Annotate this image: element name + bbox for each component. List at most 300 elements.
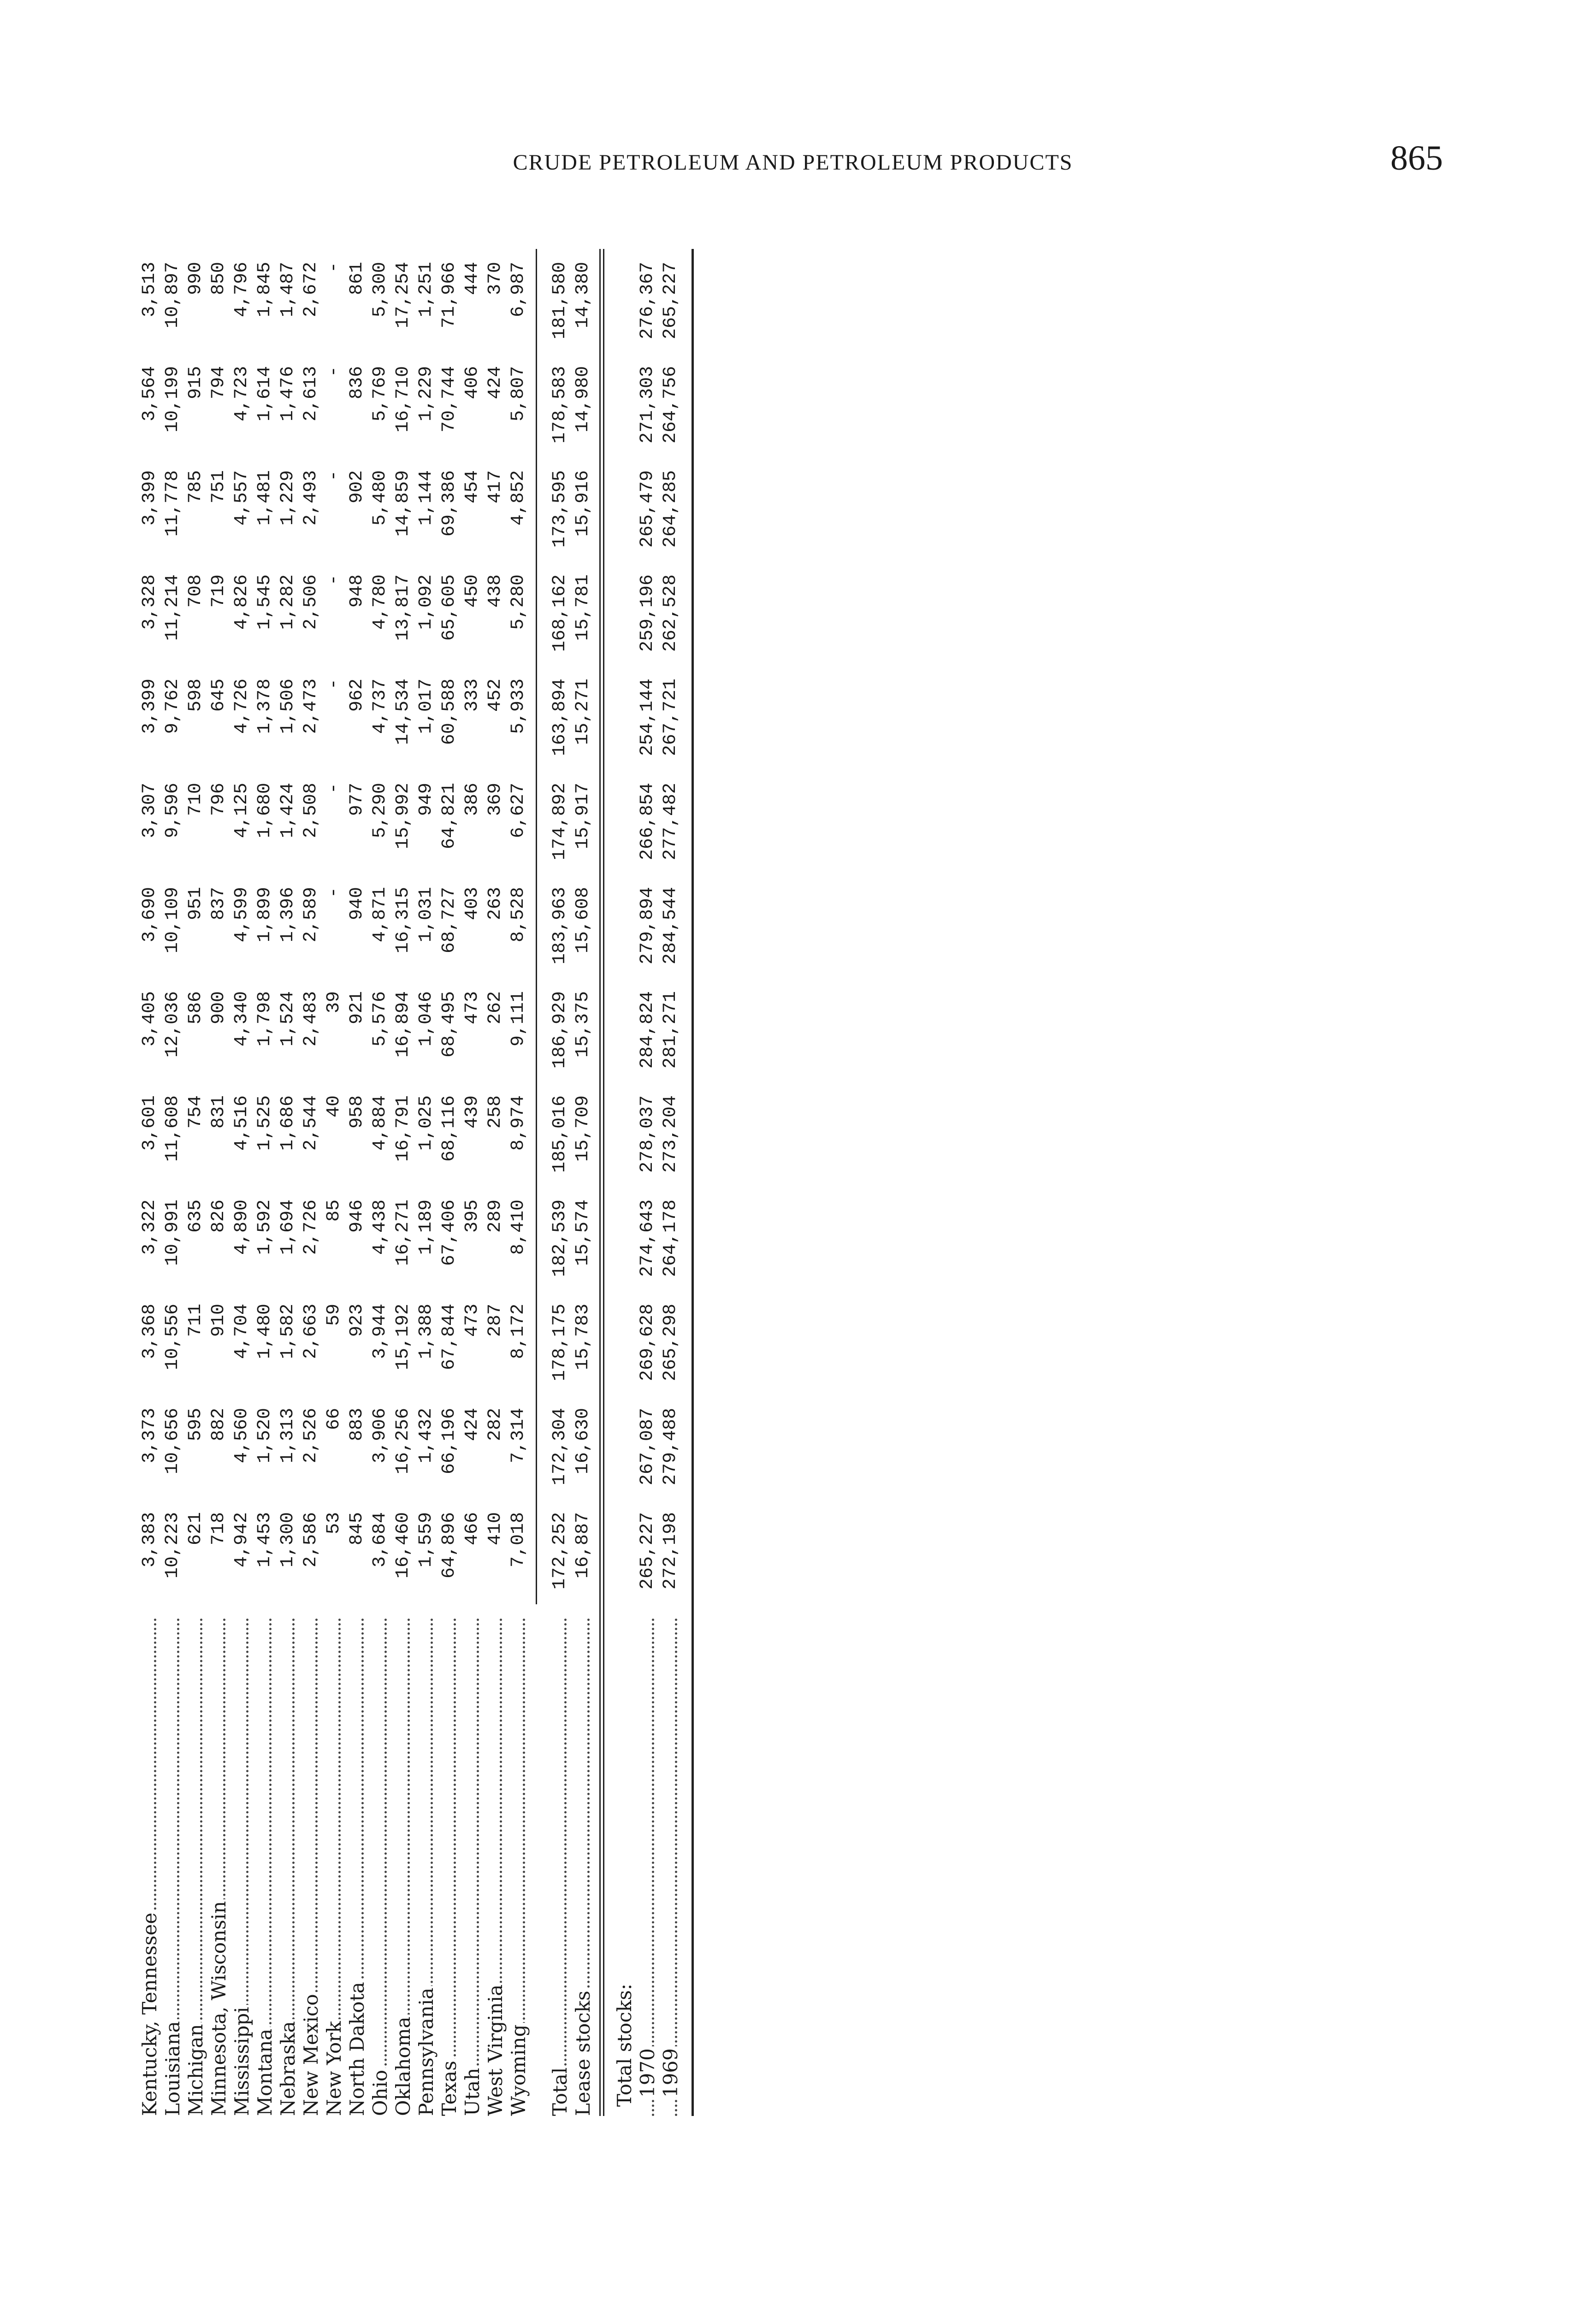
table-cell: 3,399 bbox=[139, 470, 160, 526]
table-cell: 1,388 bbox=[416, 1304, 437, 1359]
table-cell: 10,109 bbox=[162, 887, 183, 954]
table-cell: 1,229 bbox=[278, 470, 298, 526]
table-cell: 4,871 bbox=[370, 887, 390, 943]
stocks-table bbox=[129, 240, 733, 2245]
table-cell: - bbox=[324, 262, 344, 273]
row-label-text: West Virginia bbox=[484, 1983, 507, 2116]
table-cell: 4,890 bbox=[231, 1200, 252, 1255]
table-cell: 444 bbox=[462, 262, 483, 296]
table-cell: 1,282 bbox=[278, 574, 298, 630]
table-cell: 279,894 bbox=[637, 887, 658, 965]
table-cell: 181,580 bbox=[550, 262, 570, 340]
row-label bbox=[346, 1618, 369, 2116]
row-label-text: Kentucky, Tennessee bbox=[138, 1911, 161, 2116]
table-cell: 178,583 bbox=[550, 366, 570, 444]
leader-dots bbox=[454, 1618, 456, 2116]
table-cell: 12,036 bbox=[162, 991, 183, 1058]
table-cell: 946 bbox=[347, 1200, 367, 1233]
table-cell: 10,656 bbox=[162, 1408, 183, 1475]
table-cell: 1,680 bbox=[254, 783, 275, 839]
table-cell: 172,304 bbox=[550, 1408, 570, 1486]
table-cell: 15,992 bbox=[393, 783, 414, 850]
table-cell: 4,340 bbox=[231, 991, 252, 1047]
table-cell: 287 bbox=[485, 1304, 506, 1337]
table-cell: 264,285 bbox=[660, 470, 681, 548]
table-cell: 3,383 bbox=[139, 1512, 160, 1568]
table-cell: 910 bbox=[208, 1304, 229, 1337]
table-cell: 439 bbox=[462, 1095, 483, 1129]
table-cell: 3,690 bbox=[139, 887, 160, 943]
table-cell: 1,313 bbox=[278, 1408, 298, 1464]
table-cell: 2,483 bbox=[301, 991, 321, 1047]
table-cell: 266,854 bbox=[637, 783, 658, 861]
table-cell: 6,987 bbox=[508, 262, 529, 318]
table-cell: 279,488 bbox=[660, 1408, 681, 1486]
table-cell: 4,726 bbox=[231, 679, 252, 734]
table-cell: 271,303 bbox=[637, 366, 658, 444]
table-cell: 1,396 bbox=[278, 887, 298, 943]
table-cell: 958 bbox=[347, 1095, 367, 1129]
table-cell: 272,198 bbox=[660, 1512, 681, 1590]
section-rule-1 bbox=[599, 249, 601, 2116]
row-label bbox=[461, 1618, 484, 2116]
table-cell: 719 bbox=[208, 574, 229, 608]
table-cell: 16,271 bbox=[393, 1200, 414, 1266]
table-cell: 15,709 bbox=[573, 1095, 593, 1162]
table-cell: 2,613 bbox=[301, 366, 321, 422]
table-cell: 923 bbox=[347, 1304, 367, 1337]
table-cell: 186,929 bbox=[550, 991, 570, 1069]
leader-dots bbox=[477, 1618, 479, 2116]
table-cell: 10,991 bbox=[162, 1200, 183, 1266]
table-cell: 4,884 bbox=[370, 1095, 390, 1151]
table-cell: 11,608 bbox=[162, 1095, 183, 1162]
table-cell: 2,493 bbox=[301, 470, 321, 526]
row-label bbox=[231, 1618, 254, 2116]
table-cell: 1,432 bbox=[416, 1408, 437, 1464]
table-cell: 454 bbox=[462, 470, 483, 504]
table-cell: 1,525 bbox=[254, 1095, 275, 1151]
table-cell: 64,821 bbox=[439, 783, 460, 850]
table-cell: 586 bbox=[185, 991, 206, 1025]
row-label bbox=[254, 1618, 277, 2116]
table-cell: 4,599 bbox=[231, 887, 252, 943]
table-cell: 3,307 bbox=[139, 783, 160, 839]
table-cell: 424 bbox=[485, 366, 506, 400]
table-cell: 1,480 bbox=[254, 1304, 275, 1359]
total-stocks-label bbox=[613, 1618, 636, 2116]
table-cell: 4,737 bbox=[370, 679, 390, 734]
row-label bbox=[415, 1618, 438, 2116]
table-cell: 1,481 bbox=[254, 470, 275, 526]
row-label-text: Pennsylvania bbox=[415, 1986, 437, 2116]
table-cell: 3,405 bbox=[139, 991, 160, 1047]
table-cell: 915 bbox=[185, 366, 206, 400]
table-cell: 17,254 bbox=[393, 262, 414, 329]
table-cell: 410 bbox=[485, 1512, 506, 1546]
table-cell: 10,556 bbox=[162, 1304, 183, 1371]
table-cell: 284,544 bbox=[660, 887, 681, 965]
table-cell: 621 bbox=[185, 1512, 206, 1546]
table-cell: 1,686 bbox=[278, 1095, 298, 1151]
table-cell: 60,588 bbox=[439, 679, 460, 745]
row-label-text: New York bbox=[323, 2019, 345, 2116]
table-cell: 386 bbox=[462, 783, 483, 816]
table-cell: 263 bbox=[485, 887, 506, 921]
table-cell: 183,963 bbox=[550, 887, 570, 965]
table-cell: 1,025 bbox=[416, 1095, 437, 1151]
leader-dots bbox=[564, 1618, 567, 2116]
row-label bbox=[549, 1618, 572, 2116]
table-cell: 4,704 bbox=[231, 1304, 252, 1359]
table-cell: 267,087 bbox=[637, 1408, 658, 1486]
table-cell: 370 bbox=[485, 262, 506, 296]
table-cell: 417 bbox=[485, 470, 506, 504]
table-cell: 85 bbox=[324, 1200, 344, 1222]
table-cell: 68,116 bbox=[439, 1095, 460, 1162]
table-cell: 951 bbox=[185, 887, 206, 921]
table-cell: 845 bbox=[347, 1512, 367, 1546]
row-label bbox=[161, 1618, 184, 2116]
table-cell: 962 bbox=[347, 679, 367, 712]
table-cell: 1,694 bbox=[278, 1200, 298, 1255]
table-cell: 1,189 bbox=[416, 1200, 437, 1255]
row-label bbox=[300, 1618, 323, 2116]
table-cell: 15,375 bbox=[573, 991, 593, 1058]
table-cell: 4,942 bbox=[231, 1512, 252, 1568]
table-cell: 284,824 bbox=[637, 991, 658, 1069]
table-cell: 369 bbox=[485, 783, 506, 816]
table-cell: 1,229 bbox=[416, 366, 437, 422]
table-cell: 267,721 bbox=[660, 679, 681, 757]
table-cell: 14,534 bbox=[393, 679, 414, 745]
table-cell: 282 bbox=[485, 1408, 506, 1442]
table-cell: 902 bbox=[347, 470, 367, 504]
table-cell: 4,125 bbox=[231, 783, 252, 839]
table-cell: 254,144 bbox=[637, 679, 658, 757]
table-cell: 9,111 bbox=[508, 991, 529, 1047]
row-label-text: Minnesota, Wisconsin bbox=[207, 1899, 230, 2116]
table-cell: 16,791 bbox=[393, 1095, 414, 1162]
row-label bbox=[572, 1618, 595, 2116]
table-cell: 1,017 bbox=[416, 679, 437, 734]
row-label bbox=[369, 1618, 392, 2116]
table-cell: 4,560 bbox=[231, 1408, 252, 1464]
table-cell: - bbox=[324, 470, 344, 482]
table-cell: 1,046 bbox=[416, 991, 437, 1047]
row-label bbox=[484, 1618, 507, 2116]
table-cell: 3,322 bbox=[139, 1200, 160, 1255]
table-cell: 172,252 bbox=[550, 1512, 570, 1590]
table-cell: 1,582 bbox=[278, 1304, 298, 1359]
table-cell: 1,520 bbox=[254, 1408, 275, 1464]
leader-dots bbox=[675, 1618, 677, 2116]
table-cell: 635 bbox=[185, 1200, 206, 1233]
table-cell: 8,974 bbox=[508, 1095, 529, 1151]
table-cell: 8,528 bbox=[508, 887, 529, 943]
row-label-text: Oklahoma bbox=[392, 2015, 414, 2116]
table-cell: 3,513 bbox=[139, 262, 160, 318]
table-cell: 1,424 bbox=[278, 783, 298, 839]
row-label-text: 1969 bbox=[659, 2046, 682, 2098]
table-cell: 11,778 bbox=[162, 470, 183, 537]
table-cell: 5,807 bbox=[508, 366, 529, 422]
table-cell: 269,628 bbox=[637, 1304, 658, 1382]
running-head: CRUDE PETROLEUM AND PETROLEUM PRODUCTS bbox=[513, 150, 1073, 175]
table-cell: 276,367 bbox=[637, 262, 658, 340]
row-label-text: Total bbox=[549, 2066, 571, 2116]
table-cell: 70,744 bbox=[439, 366, 460, 433]
table-cell: 16,315 bbox=[393, 887, 414, 954]
table-cell: 718 bbox=[208, 1512, 229, 1546]
row-label bbox=[323, 1618, 346, 2116]
table-cell: - bbox=[324, 887, 344, 898]
table-cell: 16,894 bbox=[393, 991, 414, 1058]
table-cell: 65,605 bbox=[439, 574, 460, 641]
table-cell: 403 bbox=[462, 887, 483, 921]
table-cell: 68,727 bbox=[439, 887, 460, 954]
table-cell: 258 bbox=[485, 1095, 506, 1129]
table-cell: 53 bbox=[324, 1512, 344, 1535]
table-cell: 174,892 bbox=[550, 783, 570, 861]
table-cell: 15,783 bbox=[573, 1304, 593, 1371]
table-cell: 1,144 bbox=[416, 470, 437, 526]
table-cell: 2,672 bbox=[301, 262, 321, 318]
table-cell: 598 bbox=[185, 679, 206, 712]
data-columns bbox=[138, 249, 728, 1604]
table-cell: 2,663 bbox=[301, 1304, 321, 1359]
table-cell: 7,018 bbox=[508, 1512, 529, 1568]
table-cell: 595 bbox=[185, 1408, 206, 1442]
table-cell: 990 bbox=[185, 262, 206, 296]
table-cell: 5,769 bbox=[370, 366, 390, 422]
table-cell: 8,172 bbox=[508, 1304, 529, 1359]
table-cell: 473 bbox=[462, 1304, 483, 1337]
table-cell: 15,271 bbox=[573, 679, 593, 745]
row-label-text: New Mexico bbox=[300, 1992, 322, 2116]
table-cell: 2,726 bbox=[301, 1200, 321, 1255]
table-cell: 711 bbox=[185, 1304, 206, 1337]
table-cell: 1,506 bbox=[278, 679, 298, 734]
table-cell: 3,399 bbox=[139, 679, 160, 734]
table-cell: 262 bbox=[485, 991, 506, 1025]
table-cell: 948 bbox=[347, 574, 367, 608]
table-cell: 16,710 bbox=[393, 366, 414, 433]
table-cell: 836 bbox=[347, 366, 367, 400]
row-label bbox=[392, 1618, 415, 2116]
table-cell: 9,596 bbox=[162, 783, 183, 839]
table-cell: - bbox=[324, 366, 344, 378]
table-cell: 2,586 bbox=[301, 1512, 321, 1568]
table-cell: 452 bbox=[485, 679, 506, 712]
table-cell: 5,480 bbox=[370, 470, 390, 526]
table-cell: 406 bbox=[462, 366, 483, 400]
total-stocks-label-text: Total stocks: bbox=[613, 1982, 636, 2107]
table-cell: 262,528 bbox=[660, 574, 681, 652]
table-cell: 15,917 bbox=[573, 783, 593, 850]
table-cell: 11,214 bbox=[162, 574, 183, 641]
table-cell: 278,037 bbox=[637, 1095, 658, 1173]
table-cell: 1,845 bbox=[254, 262, 275, 318]
table-cell: 182,539 bbox=[550, 1200, 570, 1277]
table-cell: - bbox=[324, 783, 344, 794]
table-cell: 4,557 bbox=[231, 470, 252, 526]
page-number: 865 bbox=[1390, 139, 1443, 177]
table-cell: 6,627 bbox=[508, 783, 529, 839]
table-cell: 4,826 bbox=[231, 574, 252, 630]
table-cell: 785 bbox=[185, 470, 206, 504]
table-cell: 15,574 bbox=[573, 1200, 593, 1266]
table-cell: 264,756 bbox=[660, 366, 681, 444]
table-cell: 16,460 bbox=[393, 1512, 414, 1579]
table-cell: 66,196 bbox=[439, 1408, 460, 1475]
table-cell: 1,592 bbox=[254, 1200, 275, 1255]
table-cell: 259,196 bbox=[637, 574, 658, 652]
table-cell: 2,544 bbox=[301, 1095, 321, 1151]
table-cell: 4,852 bbox=[508, 470, 529, 526]
table-cell: 68,495 bbox=[439, 991, 460, 1058]
leader-dots bbox=[384, 1618, 387, 2116]
table-cell: 450 bbox=[462, 574, 483, 608]
table-cell: 1,453 bbox=[254, 1512, 275, 1568]
table-cell: 3,601 bbox=[139, 1095, 160, 1151]
table-cell: 69,386 bbox=[439, 470, 460, 537]
table-cell: 754 bbox=[185, 1095, 206, 1129]
table-cell: 1,559 bbox=[416, 1512, 437, 1568]
table-cell: 794 bbox=[208, 366, 229, 400]
table-cell: 14,380 bbox=[573, 262, 593, 329]
table-cell: 173,595 bbox=[550, 470, 570, 548]
table-cell: 708 bbox=[185, 574, 206, 608]
row-label-text: Michigan bbox=[184, 2022, 207, 2116]
table-cell: 921 bbox=[347, 991, 367, 1025]
table-cell: 3,906 bbox=[370, 1408, 390, 1464]
table-cell: 1,092 bbox=[416, 574, 437, 630]
table-cell: 1,251 bbox=[416, 262, 437, 318]
bottom-rule bbox=[692, 249, 694, 2116]
table-cell: 438 bbox=[485, 574, 506, 608]
table-cell: 2,473 bbox=[301, 679, 321, 734]
table-cell: 265,298 bbox=[660, 1304, 681, 1382]
table-cell: - bbox=[324, 574, 344, 586]
table-cell: 3,368 bbox=[139, 1304, 160, 1359]
table-cell: 265,227 bbox=[660, 262, 681, 340]
table-cell: 163,894 bbox=[550, 679, 570, 757]
table-cell: 1,031 bbox=[416, 887, 437, 943]
table-cell: 289 bbox=[485, 1200, 506, 1233]
table-cell: - bbox=[324, 679, 344, 690]
table-cell: 4,780 bbox=[370, 574, 390, 630]
table-cell: 10,897 bbox=[162, 262, 183, 329]
row-label bbox=[507, 1618, 530, 2116]
table-cell: 1,614 bbox=[254, 366, 275, 422]
table-cell: 395 bbox=[462, 1200, 483, 1233]
row-label bbox=[438, 1618, 461, 2116]
table-cell: 4,723 bbox=[231, 366, 252, 422]
table-cell: 15,916 bbox=[573, 470, 593, 537]
row-label bbox=[659, 1618, 682, 2116]
table-cell: 3,684 bbox=[370, 1512, 390, 1568]
table-cell: 883 bbox=[347, 1408, 367, 1442]
table-cell: 5,290 bbox=[370, 783, 390, 839]
table-cell: 16,887 bbox=[573, 1512, 593, 1579]
table-cell: 710 bbox=[185, 783, 206, 816]
table-cell: 837 bbox=[208, 887, 229, 921]
table-cell: 15,192 bbox=[393, 1304, 414, 1371]
table-cell: 185,016 bbox=[550, 1095, 570, 1173]
table-cell: 796 bbox=[208, 783, 229, 816]
table-cell: 882 bbox=[208, 1408, 229, 1442]
table-cell: 831 bbox=[208, 1095, 229, 1129]
table-cell: 264,178 bbox=[660, 1200, 681, 1277]
table-cell: 16,630 bbox=[573, 1408, 593, 1475]
table-cell: 424 bbox=[462, 1408, 483, 1442]
table-cell: 14,980 bbox=[573, 366, 593, 433]
table-cell: 1,476 bbox=[278, 366, 298, 422]
table-cell: 4,516 bbox=[231, 1095, 252, 1151]
table-cell: 7,314 bbox=[508, 1408, 529, 1464]
table-cell: 977 bbox=[347, 783, 367, 816]
table-cell: 3,328 bbox=[139, 574, 160, 630]
stocks-table-body bbox=[138, 249, 728, 2116]
table-cell: 66 bbox=[324, 1408, 344, 1430]
table-cell: 4,438 bbox=[370, 1200, 390, 1255]
table-cell: 281,271 bbox=[660, 991, 681, 1069]
table-cell: 274,643 bbox=[637, 1200, 658, 1277]
table-cell: 5,300 bbox=[370, 262, 390, 318]
table-cell: 1,899 bbox=[254, 887, 275, 943]
table-cell: 1,798 bbox=[254, 991, 275, 1047]
row-label-text: 1970 bbox=[636, 2046, 659, 2098]
row-label bbox=[277, 1618, 300, 2116]
section-rule-2 bbox=[603, 249, 604, 2116]
table-cell: 40 bbox=[324, 1095, 344, 1118]
table-cell: 3,944 bbox=[370, 1304, 390, 1359]
table-cell: 751 bbox=[208, 470, 229, 504]
table-cell: 2,506 bbox=[301, 574, 321, 630]
row-label-text: Nebraska bbox=[277, 2019, 299, 2116]
row-label-text: Ohio bbox=[369, 2068, 391, 2116]
table-cell: 2,589 bbox=[301, 887, 321, 943]
table-cell: 277,482 bbox=[660, 783, 681, 861]
table-cell: 466 bbox=[462, 1512, 483, 1546]
row-label bbox=[207, 1618, 231, 2116]
table-cell: 8,410 bbox=[508, 1200, 529, 1255]
table-cell: 645 bbox=[208, 679, 229, 712]
row-label-text: Lease stocks bbox=[572, 1989, 594, 2116]
table-cell: 900 bbox=[208, 991, 229, 1025]
table-cell: 178,175 bbox=[550, 1304, 570, 1382]
total-rule bbox=[536, 249, 537, 1604]
table-cell: 265,227 bbox=[637, 1512, 658, 1590]
table-cell: 1,487 bbox=[278, 262, 298, 318]
row-label bbox=[636, 1618, 659, 2116]
table-cell: 949 bbox=[416, 783, 437, 816]
table-cell: 71,966 bbox=[439, 262, 460, 329]
table-cell: 59 bbox=[324, 1304, 344, 1326]
table-cell: 1,524 bbox=[278, 991, 298, 1047]
table-cell: 10,223 bbox=[162, 1512, 183, 1579]
table-cell: 5,280 bbox=[508, 574, 529, 630]
table-cell: 4,796 bbox=[231, 262, 252, 318]
row-label-text: Mississippi bbox=[231, 2005, 253, 2116]
table-cell: 265,479 bbox=[637, 470, 658, 548]
table-cell: 3,373 bbox=[139, 1408, 160, 1464]
row-label-text: Texas bbox=[438, 2059, 461, 2116]
table-cell: 940 bbox=[347, 887, 367, 921]
table-cell: 861 bbox=[347, 262, 367, 296]
table-cell: 2,526 bbox=[301, 1408, 321, 1464]
